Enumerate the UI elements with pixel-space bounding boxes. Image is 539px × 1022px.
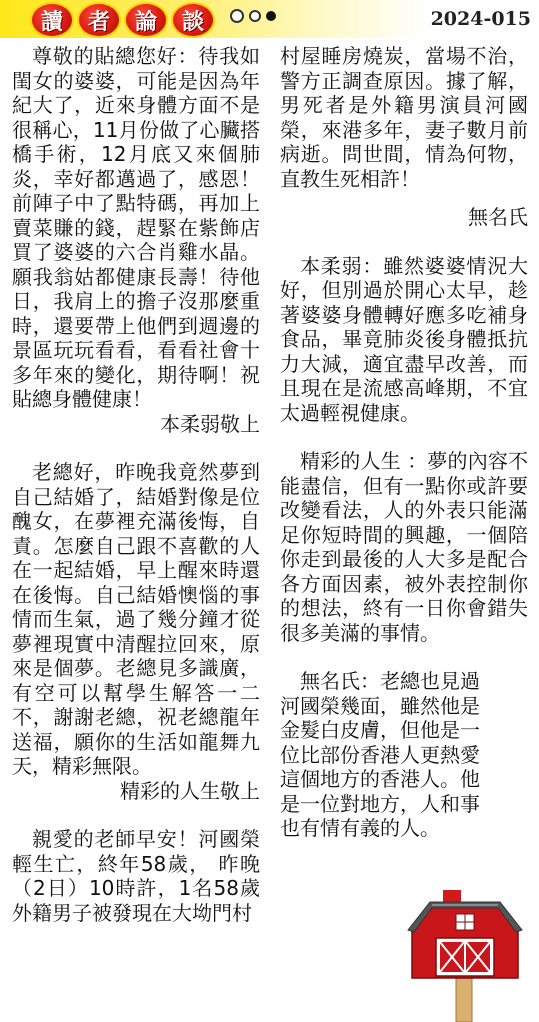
title-badge: 者 (77, 2, 121, 38)
circle-outline-icon (230, 9, 244, 23)
letter-1-signature: 本柔弱敬上 (160, 411, 260, 436)
title-badge: 論 (124, 2, 168, 38)
left-column (12, 44, 260, 925)
letter-2-signature: 精彩的人生敬上 (120, 778, 260, 803)
reader-letter-3-start: 親愛的老師早安！河國榮輕生亡，終年58歲， 昨晚（2日）10時許，1名58歲外籍男子被發現在大坳門村 (12, 827, 260, 925)
editor-reply-2: 精彩的人生 ：夢的內容不能盡信，但有一點你或許要改變看法，人的外表只能滿足你短時間的興趣，一個陪你走到最後的人大多是配合各方面因素，被外表控制你的想法，終有一日你會錯失很多美滿的事情。 (280, 449, 528, 645)
column-header (0, 0, 539, 38)
letter-3-signature: 無名氏 (468, 205, 528, 229)
editor-reply-3: 無名氏：老總也見過河國榮幾面，雖然他是金髮白皮膚，但他是一位比部份香港人更熱愛這個地方的香港人。他是一位對地方，人和事也有情有義的人。 (280, 669, 480, 840)
circle-outline-icon (249, 10, 261, 22)
mailbox-icon (398, 886, 532, 1022)
title-badge: 談 (171, 2, 215, 38)
reader-letter-1: 尊敬的貼總您好：待我如閨女的婆婆，可能是因為年紀大了，近來身體方面不是很稱心，11月份做了心臟搭橋手術，12月底又來個肺炎，幸好都邁過了，感恩！前陣子中了點特碼，再加上賣菜賺的錢，趕緊在紫飾店買了婆婆的六合肖雞水晶。願我翁姑都健康長壽！待他日，我肩上的擔子沒那麼重時，還要帶上他們到週邊的景區玩玩看看，看看社會十多年來的變化，期待啊！祝貼總身體健康！ (12, 44, 260, 411)
editor-reply-1: 本柔弱：雖然婆婆情況大好，但別過於開心太早，趁著婆婆身體轉好應多吃補身食品，畢竟肺炎後身體抵抗力大減，適宜盡早改善，而且現在是流感高峰期，不宜太過輕視健康。 (280, 253, 528, 425)
decorative-dots (230, 9, 276, 23)
title-badge: 讀 (30, 2, 74, 38)
reader-letter-3-end: 村屋睡房燒炭，當場不治，警方正調查原因。據了解，男死者是外籍男演員河國榮，來港多年，妻子數月前病逝。問世間，情為何物，直教生死相許！ (280, 44, 528, 191)
column-title (30, 2, 215, 38)
circle-filled-icon (266, 11, 276, 21)
issue-number: 2024-015 (430, 8, 531, 30)
reader-letter-2: 老總好，昨晚我竟然夢到自己結婚了，結婚對像是位醜女，在夢裡充滿後悔，自責。怎麼自己跟不喜歡的人在一起結婚，早上醒來時還在後悔。自己結婚懊惱的事情而生氣，過了幾分鐘才從夢裡現實中清醒拉回來，原來是個夢。老總見多識廣，有空可以幫學生解答一二不，謝謝老總，祝老總龍年送福，願你的生活如龍舞九天，精彩無限。 (12, 460, 260, 778)
right-column (280, 44, 528, 841)
